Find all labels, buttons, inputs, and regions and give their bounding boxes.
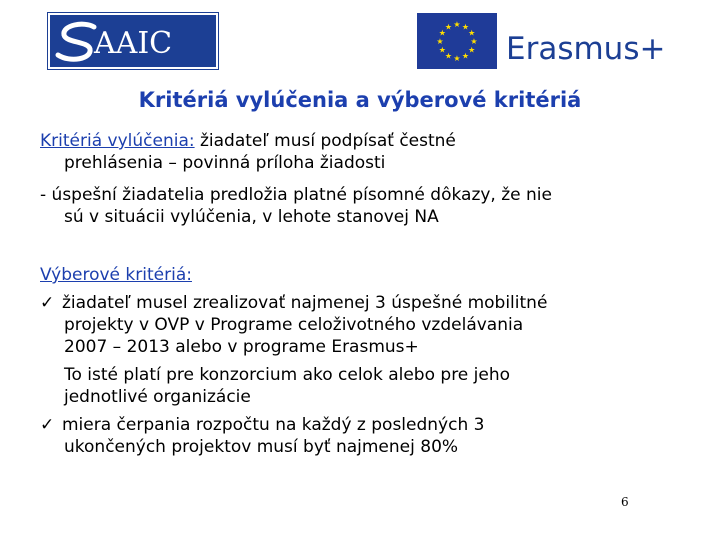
- saaic-logo-text: AAIC: [94, 26, 173, 61]
- eu-star-icon: ★: [453, 54, 461, 63]
- selection-item-2-line-2: ukončených projektov musí byť najmenej 80%: [64, 437, 459, 457]
- selection-item-1-line-3: 2007 – 2013 alebo v programe Erasmus+: [64, 337, 419, 357]
- eu-star-icon: ★: [438, 28, 446, 38]
- exclusion-text-3: - úspešní žiadatelia predložia platné písomné dôkazy, že nie: [40, 185, 552, 205]
- page-number: 6: [621, 495, 629, 509]
- eu-star-icon: ★: [468, 28, 476, 38]
- selection-item-1: [40, 292, 700, 314]
- eu-star-icon: ★: [436, 37, 444, 46]
- eu-star-icon: ★: [461, 51, 470, 61]
- eu-star-icon: ★: [444, 51, 453, 61]
- checkmark-icon: ✓: [40, 293, 55, 313]
- selection-item-1-line-1: žiadateľ musel zrealizovať najmenej 3 úspešné mobilitné: [62, 293, 548, 313]
- eu-star-icon: ★: [453, 20, 461, 29]
- eu-star-icon: ★: [444, 22, 453, 32]
- selection-item-2-line-1: miera čerpania rozpočtu na každý z posledných 3: [62, 415, 485, 435]
- exclusion-line-1: [40, 130, 700, 152]
- eu-star-icon: ★: [438, 45, 446, 55]
- eu-star-icon: ★: [468, 45, 476, 55]
- slide-title: Kritériá vylúčenia a výberové kritériá: [138, 88, 582, 112]
- checkmark-icon: ✓: [40, 415, 55, 435]
- selection-item-1-line-2: projekty v OVP v Programe celoživotného vzdelávania: [64, 315, 524, 335]
- saaic-logo: [48, 13, 218, 69]
- exclusion-heading: Kritériá vylúčenia:: [40, 131, 195, 151]
- exclusion-text-1: žiadateľ musí podpísať čestné: [194, 131, 456, 151]
- selection-item-2: [40, 414, 700, 436]
- selection-item-1-line-4: To isté platí pre konzorcium ako celok alebo pre jeho: [64, 365, 511, 385]
- eu-star-icon: ★: [470, 37, 478, 46]
- selection-section: [40, 264, 700, 458]
- exclusion-text-4: sú v situácii vylúčenia, v lehote stanovej NA: [64, 207, 439, 227]
- exclusion-section: [40, 130, 700, 228]
- eu-star-icon: ★: [461, 22, 470, 32]
- selection-heading: Výberové kritériá:: [40, 265, 192, 285]
- exclusion-text-2: prehlásenia – povinná príloha žiadosti: [64, 153, 386, 173]
- eu-flag-icon: [417, 13, 497, 69]
- erasmus-plus-logo-text: Erasmus+: [506, 31, 666, 67]
- selection-item-1-line-5: jednotlivé organizácie: [64, 387, 251, 407]
